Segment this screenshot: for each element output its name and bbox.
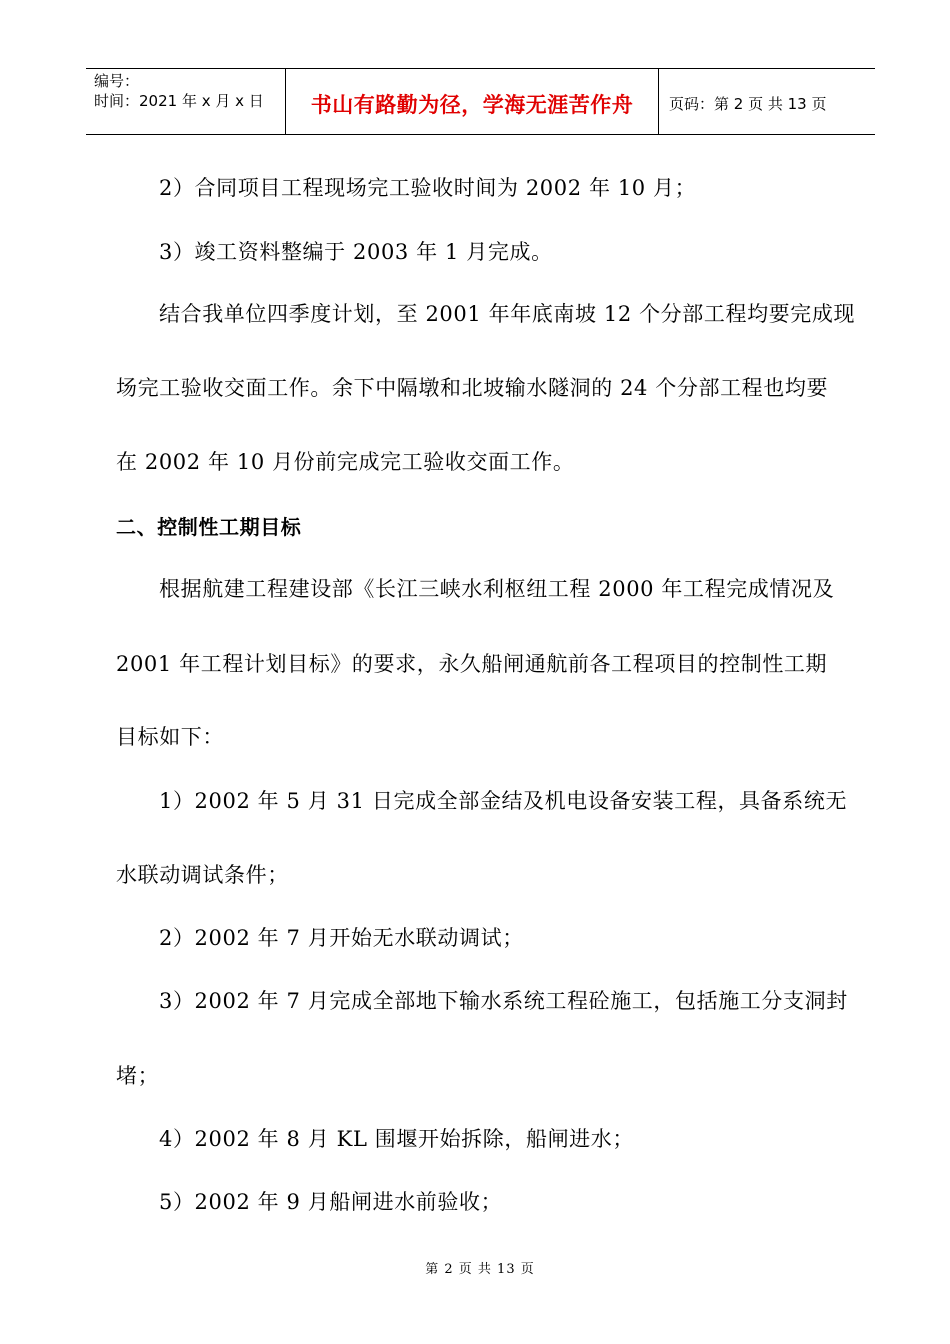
paragraph-line: 2）合同项目工程现场完工验收时间为 2002 年 10 月； (159, 176, 697, 200)
paragraph-line: 场完工验收交面工作。余下中隔墩和北坡输水隧洞的 24 个分部工程也均要 (116, 376, 829, 400)
paragraph-line: 3）竣工资料整编于 2003 年 1 月完成。 (159, 240, 553, 264)
section-heading: 二、控制性工期目标 (116, 515, 302, 539)
list-item-line: 水联动调试条件； (116, 863, 289, 887)
list-item-line: 3）2002 年 7 月完成全部地下输水系统工程砼施工，包括施工分支洞封 (159, 989, 848, 1013)
paragraph-line: 目标如下： (116, 725, 224, 749)
page-footer: 第 2 页 共 13 页 (425, 1262, 535, 1277)
header-page-cell (659, 69, 875, 134)
paragraph-line: 根据航建工程建设部《长江三峡水利枢纽工程 2000 年工程完成情况及 (159, 577, 835, 601)
paragraph-line: 在 2002 年 10 月份前完成完工验收交面工作。 (116, 450, 575, 474)
list-item-line: 堵； (116, 1064, 160, 1088)
serial-number-label: 编号： (94, 72, 140, 90)
header-page-label: 页码：第 2 页 共 13 页 (669, 95, 827, 113)
list-item-line: 2）2002 年 7 月开始无水联动调试； (159, 926, 524, 950)
header-meta-cell (86, 69, 286, 134)
header-motto-cell (286, 69, 659, 134)
header-motto: 书山有路勤为径，学海无涯苦作舟 (310, 92, 634, 117)
date-label: 时间：2021 年 x 月 x 日 (94, 92, 264, 110)
list-item-line: 4）2002 年 8 月 KL 围堰开始拆除，船闸进水； (159, 1127, 634, 1151)
page-header (86, 68, 875, 135)
paragraph-line: 结合我单位四季度计划，至 2001 年年底南坡 12 个分部工程均要完成现 (159, 302, 856, 326)
list-item-line: 5）2002 年 9 月船闸进水前验收； (159, 1190, 503, 1214)
list-item-line: 1）2002 年 5 月 31 日完成全部金结及机电设备安装工程，具备系统无 (159, 789, 848, 813)
paragraph-line: 2001 年工程计划目标》的要求，永久船闸通航前各工程项目的控制性工期 (116, 652, 828, 676)
